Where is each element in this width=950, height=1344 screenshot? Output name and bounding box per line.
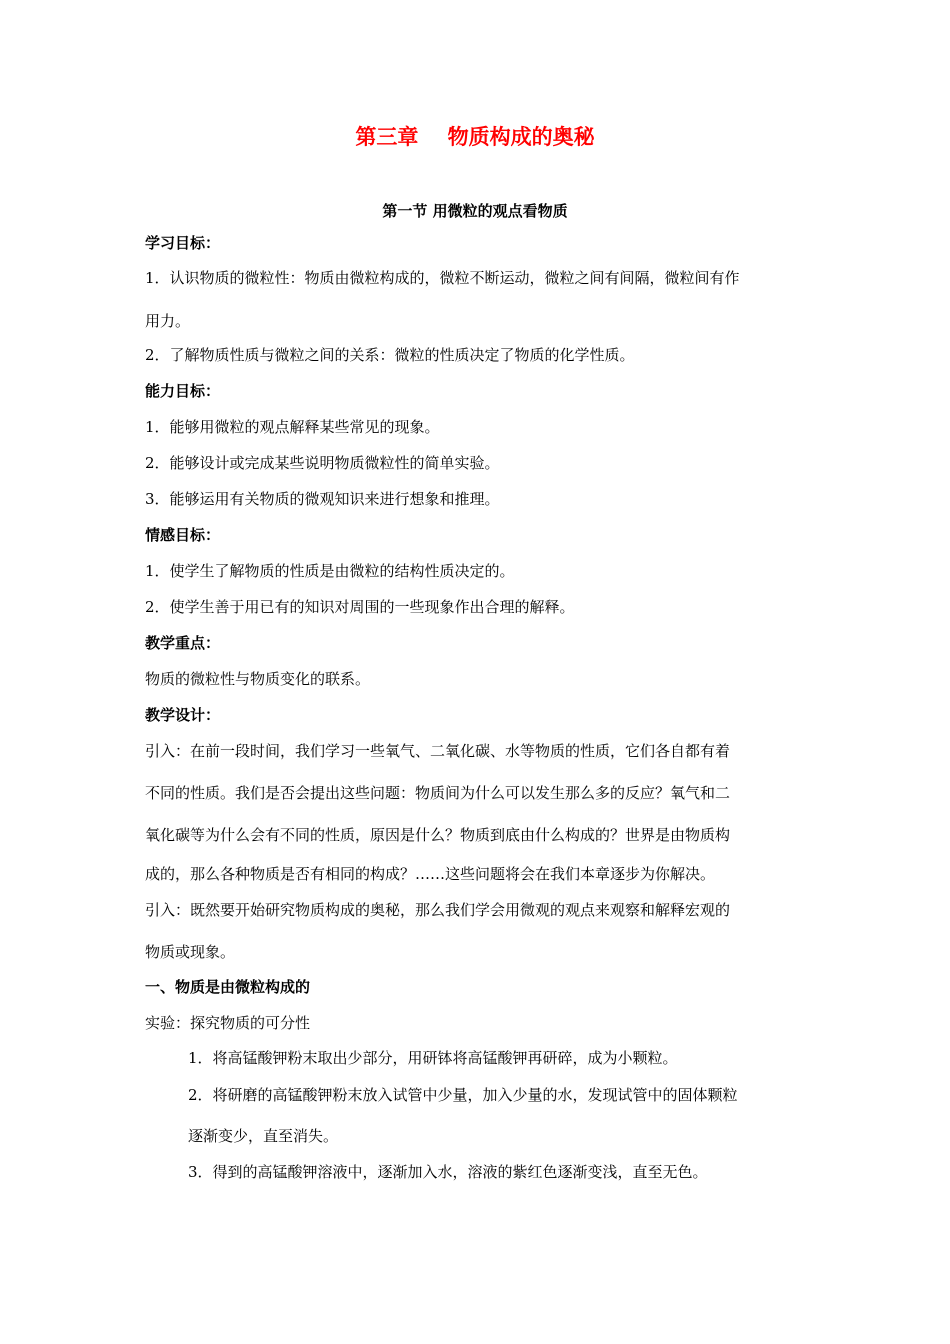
paragraph-line: 实验：探究物质的可分性	[145, 1014, 311, 1032]
paragraph-line: 引入：既然要开始研究物质构成的奥秘，那么我们学会用微观的观点来观察和解释宏观的	[145, 901, 731, 919]
paragraph-line: 2．使学生善于用已有的知识对周围的一些现象作出合理的解释。	[145, 598, 575, 616]
paragraph-line: 1．认识物质的微粒性：物质由微粒构成的，微粒不断运动，微粒之间有间隔，微粒间有作	[145, 269, 740, 287]
heading-ability-goals: 能力目标：	[145, 382, 221, 400]
paragraph-line: 成的，那么各种物质是否有相同的构成？……这些问题将会在我们本章逐步为你解决。	[145, 865, 716, 883]
paragraph-line: 物质的微粒性与物质变化的联系。	[145, 670, 371, 688]
experiment-step: 3．得到的高锰酸钾溶液中，逐渐加入水，溶液的紫红色逐渐变浅，直至无色。	[188, 1163, 708, 1181]
paragraph-line: 3．能够运用有关物质的微观知识来进行想象和推理。	[145, 490, 500, 508]
heading-section-one: 一、物质是由微粒构成的	[145, 978, 311, 996]
heading-teaching-design: 教学设计：	[145, 706, 221, 724]
paragraph-line: 1．能够用微粒的观点解释某些常见的现象。	[145, 418, 440, 436]
heading-learning-goals: 学习目标：	[145, 234, 221, 252]
heading-key-points: 教学重点：	[145, 634, 221, 652]
paragraph-line: 1．使学生了解物质的性质是由微粒的结构性质决定的。	[145, 562, 515, 580]
paragraph-line: 2．能够设计或完成某些说明物质微粒性的简单实验。	[145, 454, 500, 472]
section-title: 第一节 用微粒的观点看物质	[382, 202, 568, 220]
paragraph-line: 不同的性质。我们是否会提出这些问题：物质间为什么可以发生那么多的反应？氧气和二	[145, 784, 731, 802]
experiment-step: 逐渐变少，直至消失。	[188, 1127, 339, 1145]
paragraph-line: 氧化碳等为什么会有不同的性质，原因是什么？物质到底由什么构成的？世界是由物质构	[145, 826, 731, 844]
paragraph-line: 引入：在前一段时间，我们学习一些氧气、二氧化碳、水等物质的性质，它们各自都有着	[145, 742, 731, 760]
experiment-step: 2．将研磨的高锰酸钾粉末放入试管中少量，加入少量的水，发现试管中的固体颗粒	[188, 1086, 738, 1104]
chapter-title: 第三章 物质构成的奥秘	[355, 124, 595, 149]
experiment-step: 1．将高锰酸钾粉末取出少部分，用研钵将高锰酸钾再研碎，成为小颗粒。	[188, 1049, 678, 1067]
paragraph-line: 用力。	[145, 312, 191, 330]
heading-emotion-goals: 情感目标：	[145, 526, 221, 544]
paragraph-line: 2．了解物质性质与微粒之间的关系：微粒的性质决定了物质的化学性质。	[145, 346, 635, 364]
paragraph-line: 物质或现象。	[145, 943, 236, 961]
